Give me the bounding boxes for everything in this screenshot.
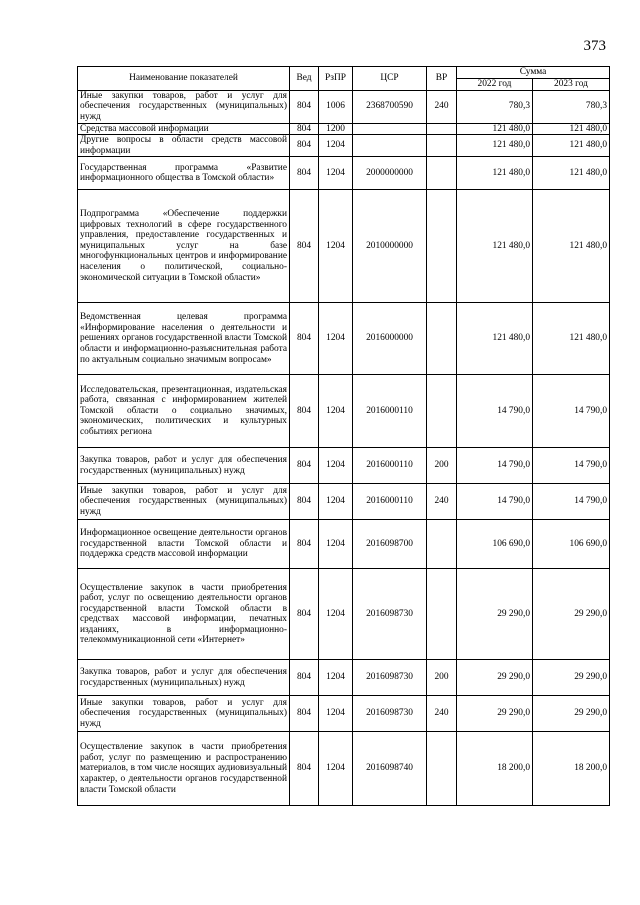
cell-csr: 2000000000 — [353, 157, 427, 190]
cell-rzpr: 1204 — [319, 569, 353, 660]
cell-sum-2022: 14 790,0 — [457, 448, 533, 484]
cell-rzpr: 1200 — [319, 123, 353, 135]
cell-name: Государственная программа «Развитие информационного общества в Томской области» — [78, 157, 290, 190]
table-row — [78, 569, 610, 660]
cell-sum-2023: 29 290,0 — [533, 696, 610, 732]
cell-rzpr: 1204 — [319, 660, 353, 696]
table-row — [78, 123, 610, 135]
header-year-2023: 2023 год — [533, 79, 610, 91]
cell-rzpr: 1204 — [319, 375, 353, 448]
cell-sum-2023: 18 200,0 — [533, 732, 610, 806]
table-row — [78, 375, 610, 448]
cell-ved: 804 — [290, 569, 319, 660]
cell-sum-2022: 121 480,0 — [457, 303, 533, 375]
cell-rzpr: 1204 — [319, 135, 353, 157]
header-sum: Сумма — [457, 67, 610, 79]
cell-ved: 804 — [290, 135, 319, 157]
cell-sum-2023: 14 790,0 — [533, 448, 610, 484]
header-vr: ВР — [427, 67, 457, 91]
cell-rzpr: 1204 — [319, 484, 353, 520]
cell-rzpr: 1204 — [319, 696, 353, 732]
cell-rzpr: 1204 — [319, 448, 353, 484]
cell-ved: 804 — [290, 375, 319, 448]
cell-csr: 2010000000 — [353, 190, 427, 303]
header-ved: Вед — [290, 67, 319, 91]
cell-name: Информационное освещение деятельности органов государственной власти Томской области и поддержка средств массовой информации — [78, 520, 290, 569]
cell-sum-2023: 106 690,0 — [533, 520, 610, 569]
cell-vr — [427, 135, 457, 157]
cell-name: Закупка товаров, работ и услуг для обеспечения государственных (муниципальных) нужд — [78, 660, 290, 696]
cell-csr: 2368700590 — [353, 90, 427, 123]
cell-sum-2023: 14 790,0 — [533, 375, 610, 448]
cell-ved: 804 — [290, 123, 319, 135]
cell-vr — [427, 520, 457, 569]
table-body — [78, 90, 610, 806]
cell-ved: 804 — [290, 90, 319, 123]
cell-rzpr: 1204 — [319, 303, 353, 375]
cell-ved: 804 — [290, 303, 319, 375]
cell-vr: 240 — [427, 696, 457, 732]
cell-sum-2023: 121 480,0 — [533, 303, 610, 375]
cell-vr: 240 — [427, 90, 457, 123]
cell-ved: 804 — [290, 696, 319, 732]
cell-sum-2022: 29 290,0 — [457, 569, 533, 660]
cell-rzpr: 1204 — [319, 732, 353, 806]
cell-sum-2022: 18 200,0 — [457, 732, 533, 806]
table-row — [78, 190, 610, 303]
table-row — [78, 696, 610, 732]
cell-ved: 804 — [290, 484, 319, 520]
cell-vr: 200 — [427, 660, 457, 696]
cell-name: Осуществление закупок в части приобретения работ, услуг по размещению и распространению материалов, в том числе носящих аудиовизуальный характер, о деятельности органов государственной власти Томской области — [78, 732, 290, 806]
cell-sum-2023: 121 480,0 — [533, 157, 610, 190]
cell-sum-2022: 14 790,0 — [457, 375, 533, 448]
cell-sum-2023: 121 480,0 — [533, 190, 610, 303]
cell-rzpr: 1204 — [319, 190, 353, 303]
cell-name: Подпрограмма «Обеспечение поддержки цифровых технологий в сфере государственного управления, предоставление государственных и муниципальных услуг на базе многофункциональных центров и информирование населения о политической, социально-экономической ситуации в Томской области» — [78, 190, 290, 303]
table-row — [78, 660, 610, 696]
cell-name: Иные закупки товаров, работ и услуг для обеспечения государственных (муниципальных) нужд — [78, 90, 290, 123]
cell-name: Другие вопросы в области средств массовой информации — [78, 135, 290, 157]
table-header — [78, 67, 610, 91]
cell-ved: 804 — [290, 732, 319, 806]
cell-ved: 804 — [290, 660, 319, 696]
table-row — [78, 484, 610, 520]
cell-sum-2022: 29 290,0 — [457, 696, 533, 732]
cell-csr: 2016000110 — [353, 375, 427, 448]
header-name: Наименование показателей — [78, 67, 290, 91]
cell-vr — [427, 190, 457, 303]
cell-sum-2023: 780,3 — [533, 90, 610, 123]
cell-name: Исследовательская, презентационная, издательская работа, связанная с информированием жителей Томской области о социально значимых, экономических, политических и культурных событиях региона — [78, 375, 290, 448]
cell-sum-2022: 106 690,0 — [457, 520, 533, 569]
header-year-2022: 2022 год — [457, 79, 533, 91]
cell-rzpr: 1006 — [319, 90, 353, 123]
cell-csr: 2016000110 — [353, 484, 427, 520]
cell-sum-2023: 14 790,0 — [533, 484, 610, 520]
table-row — [78, 90, 610, 123]
cell-vr: 200 — [427, 448, 457, 484]
cell-csr — [353, 123, 427, 135]
table-row — [78, 520, 610, 569]
budget-table — [77, 66, 610, 806]
cell-vr — [427, 157, 457, 190]
cell-csr: 2016000000 — [353, 303, 427, 375]
cell-name: Осуществление закупок в части приобретения работ, услуг по освещению деятельности органов государственной власти Томской области в средствах массовой информации, печатных изданиях, в информационно-телекоммуникационной сети «Интернет» — [78, 569, 290, 660]
cell-sum-2023: 29 290,0 — [533, 660, 610, 696]
cell-sum-2022: 780,3 — [457, 90, 533, 123]
table-row — [78, 448, 610, 484]
cell-csr: 2016098730 — [353, 660, 427, 696]
cell-csr: 2016000110 — [353, 448, 427, 484]
cell-sum-2023: 121 480,0 — [533, 123, 610, 135]
cell-ved: 804 — [290, 157, 319, 190]
cell-name: Средства массовой информации — [78, 123, 290, 135]
table-row — [78, 303, 610, 375]
cell-ved: 804 — [290, 190, 319, 303]
cell-name: Иные закупки товаров, работ и услуг для обеспечения государственных (муниципальных) нужд — [78, 696, 290, 732]
cell-name: Закупка товаров, работ и услуг для обеспечения государственных (муниципальных) нужд — [78, 448, 290, 484]
cell-vr — [427, 569, 457, 660]
cell-sum-2022: 121 480,0 — [457, 190, 533, 303]
cell-sum-2023: 29 290,0 — [533, 569, 610, 660]
cell-rzpr: 1204 — [319, 157, 353, 190]
table-row — [78, 135, 610, 157]
header-csr: ЦСР — [353, 67, 427, 91]
cell-vr — [427, 123, 457, 135]
cell-sum-2022: 121 480,0 — [457, 135, 533, 157]
cell-vr — [427, 303, 457, 375]
cell-sum-2022: 14 790,0 — [457, 484, 533, 520]
cell-vr — [427, 732, 457, 806]
table-row — [78, 157, 610, 190]
cell-csr: 2016098740 — [353, 732, 427, 806]
cell-vr: 240 — [427, 484, 457, 520]
cell-csr — [353, 135, 427, 157]
table-row — [78, 732, 610, 806]
cell-csr: 2016098700 — [353, 520, 427, 569]
cell-sum-2022: 29 290,0 — [457, 660, 533, 696]
cell-ved: 804 — [290, 448, 319, 484]
cell-name: Иные закупки товаров, работ и услуг для обеспечения государственных (муниципальных) нужд — [78, 484, 290, 520]
cell-sum-2022: 121 480,0 — [457, 123, 533, 135]
cell-csr: 2016098730 — [353, 569, 427, 660]
cell-rzpr: 1204 — [319, 520, 353, 569]
header-rzpr: РзПР — [319, 67, 353, 91]
cell-csr: 2016098730 — [353, 696, 427, 732]
cell-sum-2023: 121 480,0 — [533, 135, 610, 157]
page-number: 373 — [583, 38, 606, 54]
cell-vr — [427, 375, 457, 448]
cell-sum-2022: 121 480,0 — [457, 157, 533, 190]
cell-name: Ведомственная целевая программа «Информирование населения о деятельности и решениях органов государственной власти Томской области и информационно-разъяснительная работа по актуальным социально значимым вопросам» — [78, 303, 290, 375]
cell-ved: 804 — [290, 520, 319, 569]
